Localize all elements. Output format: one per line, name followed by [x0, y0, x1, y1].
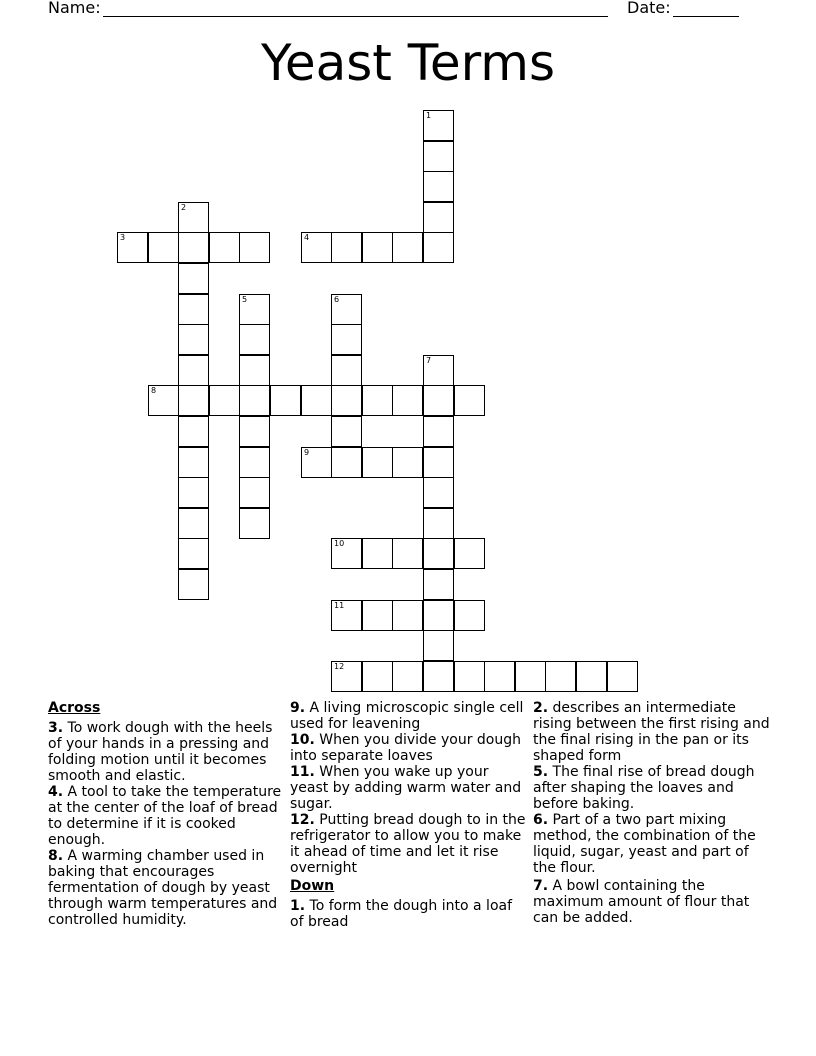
grid-cell[interactable]	[331, 324, 362, 355]
grid-cell[interactable]	[362, 538, 393, 569]
clue-text: To work dough with the heels of your hands in a pressing and folding motion until it becomes smooth and elastic.	[48, 720, 273, 784]
clue-text: A warming chamber used in baking that encourages fermentation of dough by yeast through warm temperatures and controlled humidity.	[48, 848, 278, 928]
grid-cell[interactable]	[209, 232, 240, 263]
grid-cell[interactable]	[178, 538, 209, 569]
grid-cell[interactable]	[209, 385, 240, 416]
grid-cell[interactable]	[331, 661, 362, 692]
grid-cell[interactable]	[423, 477, 454, 508]
clue-number: 8.	[48, 848, 64, 864]
page-title: Yeast Terms	[260, 34, 556, 92]
clue-number-label: 10	[334, 539, 345, 548]
grid-cell[interactable]	[392, 661, 423, 692]
clue-text: To form the dough into a loaf of bread	[290, 898, 513, 930]
clue-text: A tool to take the temperature at the center of the loaf of bread to determine if it is cooked enough.	[48, 784, 282, 848]
grid-cell[interactable]	[178, 569, 209, 600]
grid-cell[interactable]	[239, 324, 270, 355]
grid-cell[interactable]	[178, 477, 209, 508]
grid-cell[interactable]	[148, 385, 179, 416]
clue-number: 7.	[533, 878, 549, 894]
grid-cell[interactable]	[239, 447, 270, 478]
clue-number: 4.	[48, 784, 64, 800]
grid-cell[interactable]	[454, 538, 485, 569]
clue-number: 10.	[290, 732, 315, 748]
clue-text: Part of a two part mixing method, the combination of the liquid, sugar, yeast and part of the flour.	[533, 812, 756, 876]
grid-cell[interactable]	[331, 385, 362, 416]
clue-number: 2.	[533, 700, 549, 716]
grid-cell[interactable]	[423, 630, 454, 661]
grid-cell[interactable]	[607, 661, 638, 692]
grid-cell[interactable]	[331, 416, 362, 447]
clue-text: describes an intermediate rising between the first rising and the final rising in the pan or its shaped form	[533, 700, 770, 764]
grid-cell[interactable]	[423, 385, 454, 416]
grid-cell[interactable]	[178, 202, 209, 233]
clue-down-2	[533, 700, 773, 764]
clue-across-10	[290, 732, 528, 764]
grid-cell[interactable]	[362, 600, 393, 631]
grid-cell[interactable]	[331, 600, 362, 631]
clue-number: 12.	[290, 812, 315, 828]
grid-cell[interactable]	[178, 508, 209, 539]
across-heading: Across	[48, 700, 101, 716]
clue-text: A bowl containing the maximum amount of flour that can be added.	[533, 878, 750, 926]
grid-cell[interactable]	[239, 416, 270, 447]
grid-cell[interactable]	[117, 232, 148, 263]
grid-cell[interactable]	[148, 232, 179, 263]
clue-number-label: 2	[181, 203, 187, 212]
grid-cell[interactable]	[423, 110, 454, 141]
grid-cell[interactable]	[178, 294, 209, 325]
grid-cell[interactable]	[239, 508, 270, 539]
clue-number-label: 4	[304, 233, 310, 242]
grid-cell[interactable]	[423, 508, 454, 539]
grid-cell[interactable]	[331, 447, 362, 478]
grid-cell[interactable]	[423, 538, 454, 569]
grid-cell[interactable]	[454, 600, 485, 631]
grid-cell[interactable]	[362, 447, 393, 478]
clues-column-2	[290, 700, 528, 930]
clue-across-11	[290, 764, 528, 812]
clue-number: 5.	[533, 764, 549, 780]
grid-cell[interactable]	[331, 355, 362, 386]
clue-number: 1.	[290, 898, 306, 914]
grid-cell[interactable]	[454, 661, 485, 692]
clue-number-label: 9	[304, 448, 310, 457]
grid-cell[interactable]	[423, 416, 454, 447]
down-heading: Down	[290, 878, 335, 894]
grid-cell[interactable]	[423, 141, 454, 172]
clue-number-label: 3	[120, 233, 126, 242]
grid-cell[interactable]	[515, 661, 546, 692]
grid-cell[interactable]	[423, 202, 454, 233]
grid-cell[interactable]	[484, 661, 515, 692]
grid-cell[interactable]	[331, 538, 362, 569]
grid-cell[interactable]	[331, 294, 362, 325]
clue-down-5	[533, 764, 773, 812]
grid-cell[interactable]	[239, 355, 270, 386]
clue-text: Putting bread dough to in the refrigerator to allow you to make it ahead of time and let it rise overnight	[290, 812, 526, 876]
date-label: Date:	[627, 0, 671, 17]
clue-text: A living microscopic single cell used for leavening	[290, 700, 524, 732]
grid-cell[interactable]	[392, 600, 423, 631]
grid-cell[interactable]	[178, 355, 209, 386]
clues-column-1	[48, 700, 283, 928]
clue-number-label: 6	[334, 295, 340, 304]
grid-cell[interactable]	[392, 447, 423, 478]
clue-down-1	[290, 898, 528, 930]
grid-cell[interactable]	[239, 294, 270, 325]
grid-cell[interactable]	[423, 171, 454, 202]
clue-number-label: 11	[334, 601, 345, 610]
grid-cell[interactable]	[178, 263, 209, 294]
grid-cell[interactable]	[545, 661, 576, 692]
clue-number-label: 7	[426, 356, 432, 365]
grid-cell[interactable]	[239, 232, 270, 263]
grid-cell[interactable]	[239, 385, 270, 416]
grid-cell[interactable]	[392, 232, 423, 263]
clue-number: 9.	[290, 700, 306, 716]
grid-cell[interactable]	[301, 385, 332, 416]
grid-cell[interactable]	[331, 232, 362, 263]
grid-cell[interactable]	[301, 447, 332, 478]
clue-down-7	[533, 878, 773, 926]
grid-cell[interactable]	[178, 416, 209, 447]
name-label: Name:	[48, 0, 101, 17]
grid-cell[interactable]	[423, 661, 454, 692]
grid-cell[interactable]	[392, 385, 423, 416]
grid-cell[interactable]	[423, 600, 454, 631]
clue-number-label: 12	[334, 662, 345, 671]
grid-cell[interactable]	[423, 232, 454, 263]
grid-cell[interactable]	[423, 569, 454, 600]
clue-number: 11.	[290, 764, 315, 780]
grid-cell[interactable]	[392, 538, 423, 569]
grid-cell[interactable]	[178, 447, 209, 478]
grid-cell[interactable]	[301, 232, 332, 263]
grid-cell[interactable]	[270, 385, 301, 416]
grid-cell[interactable]	[423, 355, 454, 386]
clue-text: When you divide your dough into separate loaves	[290, 732, 522, 764]
grid-cell[interactable]	[178, 324, 209, 355]
clue-text: When you wake up your yeast by adding warm water and sugar.	[290, 764, 522, 812]
clue-number-label: 8	[151, 386, 157, 395]
grid-cell[interactable]	[239, 477, 270, 508]
clue-across-12	[290, 812, 528, 876]
grid-cell[interactable]	[178, 232, 209, 263]
grid-cell[interactable]	[576, 661, 607, 692]
clue-across-4	[48, 784, 283, 848]
grid-cell[interactable]	[454, 385, 485, 416]
clue-number-label: 5	[242, 295, 248, 304]
clue-down-6	[533, 812, 773, 876]
clue-across-8	[48, 848, 283, 928]
grid-cell[interactable]	[423, 447, 454, 478]
clue-across-3	[48, 720, 283, 784]
clue-across-9	[290, 700, 528, 732]
grid-cell[interactable]	[362, 232, 393, 263]
clues-column-3	[533, 700, 773, 926]
grid-cell[interactable]	[362, 385, 393, 416]
grid-cell[interactable]	[178, 385, 209, 416]
clue-number-label: 1	[426, 111, 432, 120]
clue-text: The final rise of bread dough after shaping the loaves and before baking.	[533, 764, 755, 812]
clue-number: 6.	[533, 812, 549, 828]
clue-number: 3.	[48, 720, 64, 736]
grid-cell[interactable]	[362, 661, 393, 692]
